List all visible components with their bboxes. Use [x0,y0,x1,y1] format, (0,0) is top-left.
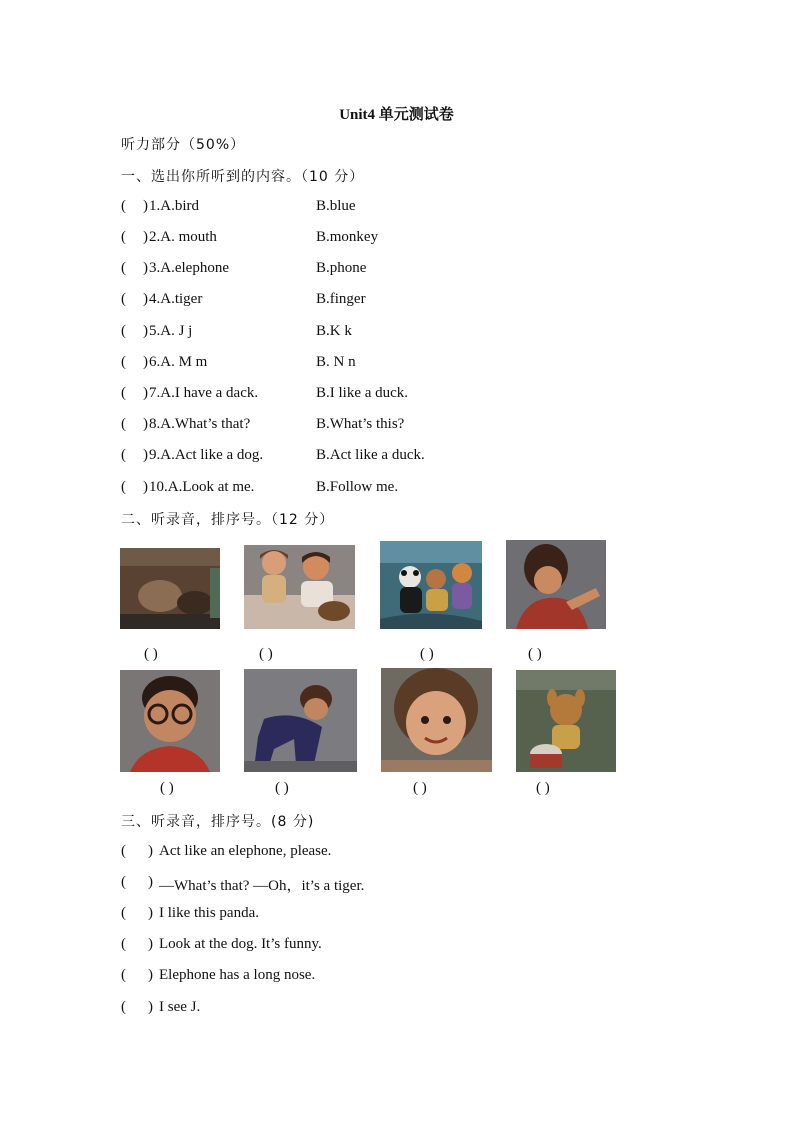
answer-paren-close: ) [148,967,153,983]
picture-girl-closeup [381,668,492,772]
option-b: B.blue [316,198,356,214]
option-a: 6.A. M m [149,354,208,370]
answer-paren-close: ) [143,416,148,432]
answer-paren-open[interactable]: ( [121,447,126,463]
sentence-text: Look at the dog. It’s funny. [159,936,322,952]
sentence-text: I see J. [159,999,201,1015]
option-b: B.monkey [316,229,379,245]
option-a: 3.A.elephone [149,260,229,276]
option-b: B. N n [316,354,356,370]
option-a: 4.A.tiger [149,291,203,307]
answer-paren-close: ) [143,447,148,463]
sentence-text: I like this panda. [159,905,259,921]
option-a: 10.A.Look at me. [149,479,255,495]
answer-blank[interactable]: ( ) [528,646,542,662]
answer-paren-open[interactable]: ( [121,416,126,432]
option-b: B.K k [316,323,352,339]
answer-blank[interactable]: ( ) [259,646,273,662]
answer-paren-close: ) [143,354,148,370]
sentence-text: Act like an elephone, please. [159,843,332,859]
answer-paren-close: ) [143,291,148,307]
picture-girl-waving [506,540,606,629]
answer-blank[interactable]: ( ) [536,780,550,796]
answer-paren-close: ) [143,229,148,245]
picture-two-children [244,545,355,629]
option-b: B.Follow me. [316,479,399,495]
answer-paren-close: ) [143,260,148,276]
sentence-text: —What’s that? —Oh，it’s a tiger. [159,878,365,894]
part1-heading: 一、选出你所听到的内容。（10 分） [121,169,365,185]
answer-paren-open[interactable]: ( [121,291,126,307]
section-heading-listening: 听力部分（50%） [121,137,246,153]
page-title: Unit4 单元测试卷 [339,107,454,123]
answer-paren-open[interactable]: ( [121,967,126,983]
answer-paren-open[interactable]: ( [121,479,126,495]
option-b: B.What’s this? [316,416,405,432]
picture-owl-scene [120,548,220,629]
answer-paren-open[interactable]: ( [121,385,126,401]
option-a: 5.A. J j [149,323,193,339]
answer-blank[interactable]: ( ) [275,780,289,796]
answer-paren-close: ) [143,385,148,401]
part3-heading: 三、听录音，排序号。(8 分) [121,814,315,830]
picture-animal-drum [516,670,616,772]
answer-paren-close: ) [143,479,148,495]
answer-paren-close: ) [143,323,148,339]
picture-boy-glasses [120,670,220,772]
option-a: 1.A.bird [149,198,199,214]
answer-paren-close: ) [148,999,153,1015]
sentence-text: Elephone has a long nose. [159,967,316,983]
answer-paren-open[interactable]: ( [121,936,126,952]
answer-blank[interactable]: ( ) [144,646,158,662]
answer-blank[interactable]: ( ) [420,646,434,662]
answer-paren-open[interactable]: ( [121,354,126,370]
answer-paren-open[interactable]: ( [121,323,126,339]
option-a: 7.A.I have a dack. [149,385,259,401]
part2-heading: 二、听录音，排序号。（12 分） [121,512,335,528]
answer-paren-close: ) [143,198,148,214]
answer-paren-open[interactable]: ( [121,843,126,859]
answer-blank[interactable]: ( ) [160,780,174,796]
answer-paren-open[interactable]: ( [121,905,126,921]
option-a: 9.A.Act like a dog. [149,447,264,463]
picture-boy-crawling [244,669,357,772]
answer-paren-open[interactable]: ( [121,260,126,276]
answer-paren-open[interactable]: ( [121,999,126,1015]
picture-panda-animals [380,541,482,629]
option-b: B.Act like a duck. [316,447,425,463]
answer-paren-open[interactable]: ( [121,198,126,214]
answer-paren-open[interactable]: ( [121,874,126,890]
answer-paren-close: ) [148,905,153,921]
answer-paren-close: ) [148,843,153,859]
option-b: B.finger [316,291,366,307]
answer-blank[interactable]: ( ) [413,780,427,796]
option-a: 8.A.What’s that? [149,416,251,432]
answer-paren-close: ) [148,936,153,952]
answer-paren-close: ) [148,874,153,890]
answer-paren-open[interactable]: ( [121,229,126,245]
option-b: B.phone [316,260,367,276]
option-b: B.I like a duck. [316,385,409,401]
option-a: 2.A. mouth [149,229,217,245]
